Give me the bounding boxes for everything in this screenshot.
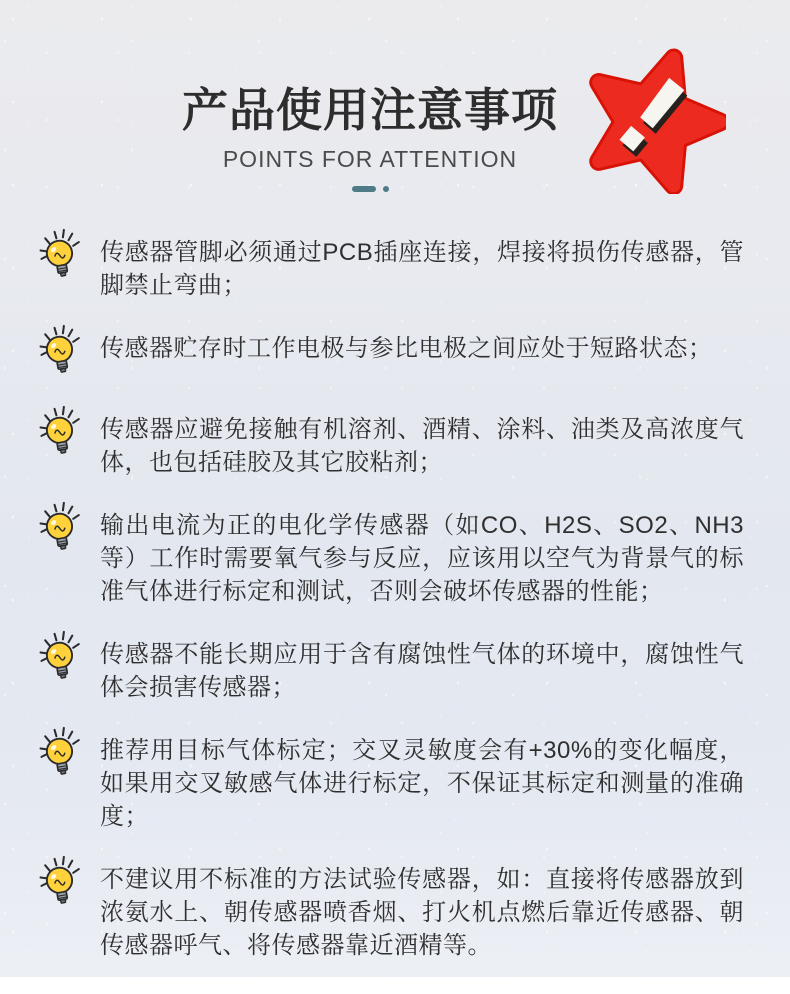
divider-dash — [352, 186, 376, 192]
lightbulb-icon — [34, 323, 90, 383]
note-item — [0, 236, 790, 302]
page-subtitle: POINTS FOR ATTENTION — [222, 146, 518, 172]
lightbulb-icon — [34, 629, 90, 689]
footer-strip — [0, 977, 790, 994]
page-title: 产品使用注意事项 — [182, 84, 558, 136]
note-item — [0, 638, 790, 704]
note-text: 不建议用不标准的方法试验传感器，如：直接将传感器放到浓氨水上、朝传感器喷香烟、打火机点燃后靠近传感器、朝传感器呼气、将传感器靠近酒精等。 — [100, 866, 744, 959]
lightbulb-icon — [34, 404, 90, 464]
lightbulb-icon — [34, 500, 90, 560]
lightbulb-icon — [34, 725, 90, 785]
note-item — [0, 863, 790, 962]
divider-dot — [383, 186, 389, 192]
note-text: 推荐用目标气体标定；交叉灵敏度会有+30%的变化幅度，如果用交叉敏感气体进行标定，不保证其标定和测量的准确度； — [100, 737, 744, 830]
note-item — [0, 734, 790, 833]
alert-star-icon — [580, 44, 726, 194]
header — [0, 0, 790, 192]
note-item — [0, 332, 790, 383]
lightbulb-icon — [34, 227, 90, 287]
note-item — [0, 413, 790, 479]
note-text: 传感器管脚必须通过PCB插座连接，焊接将损伤传感器，管脚禁止弯曲； — [100, 239, 744, 299]
lightbulb-icon — [34, 854, 90, 914]
note-text: 传感器应避免接触有机溶剂、酒精、涂料、油类及高浓度气体，也包括硅胶及其它胶粘剂； — [100, 416, 744, 476]
note-text: 传感器贮存时工作电极与参比电极之间应处于短路状态； — [100, 335, 713, 362]
note-item — [0, 509, 790, 608]
note-text: 传感器不能长期应用于含有腐蚀性气体的环境中，腐蚀性气体会损害传感器； — [100, 641, 744, 701]
note-text: 输出电流为正的电化学传感器（如CO、H2S、SO2、NH3等）工作时需要氧气参与反应，应该用以空气为背景气的标准气体进行标定和测试，否则会破坏传感器的性能； — [100, 512, 744, 605]
notes-list — [0, 236, 790, 962]
